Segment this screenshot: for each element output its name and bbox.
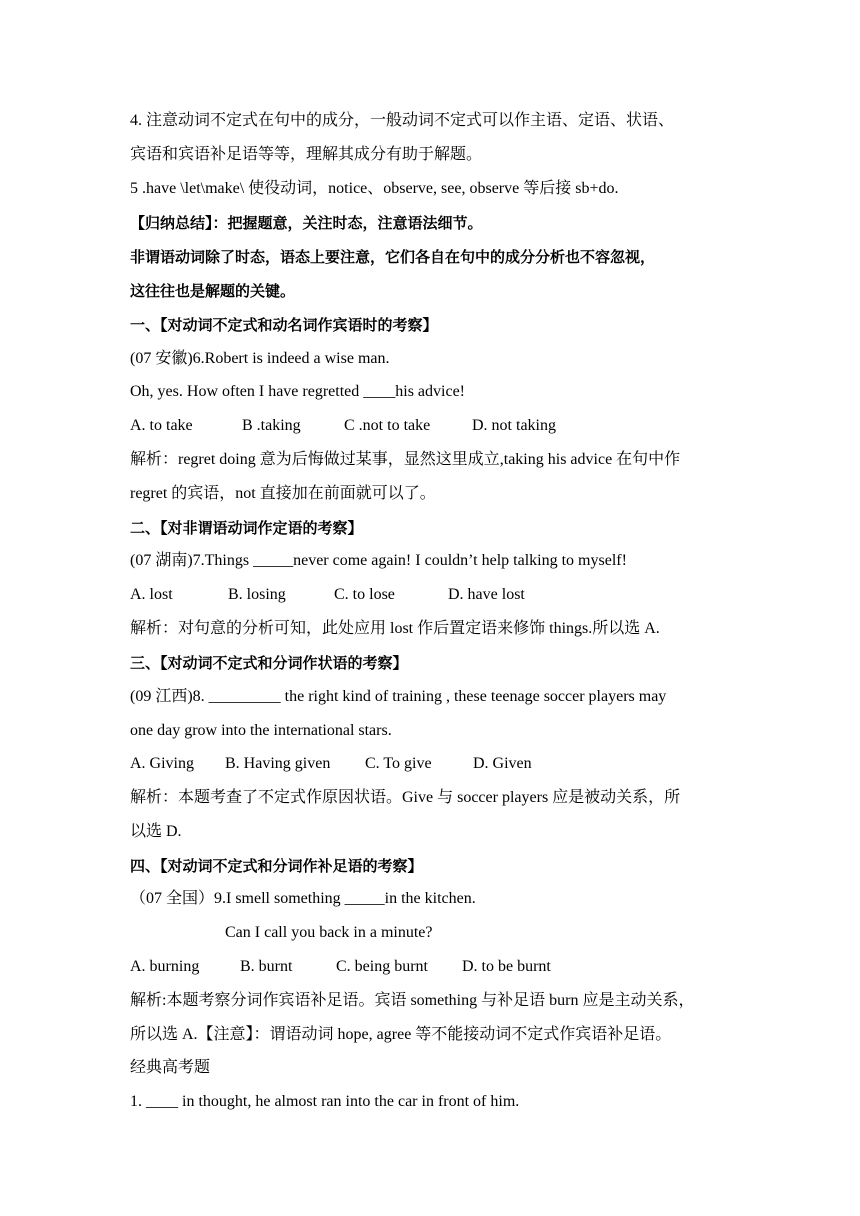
question-8-line-1: (09 江西)8. _________ the right kind of training , these teenage soccer players may <box>130 688 667 705</box>
question-8-options <box>130 753 750 775</box>
question-7-options <box>130 584 750 606</box>
nonfinite-note-line-1: 非谓语动词除了时态，语态上要注意，它们各自在句中的成分分析也不容忽视， <box>130 248 656 266</box>
point-5: 5 .have \let\make\ 使役动词，notice、observe, see, observe 等后接 sb+do. <box>130 180 619 197</box>
question-6-options <box>130 415 750 437</box>
option-b: B. burnt <box>240 958 293 975</box>
option-c: C. to lose <box>334 586 395 603</box>
option-d: D. have lost <box>448 586 525 603</box>
question-9: （07 全国）9.I smell something _____in the kitchen. <box>130 890 476 907</box>
analysis-8-line-2: 以选 D. <box>130 823 182 840</box>
analysis-6-line-1: 解析：regret doing 意为后悔做过某事，显然这里成立,taking his advice 在句中作 <box>130 451 681 468</box>
question-6-response: Oh, yes. How often I have regretted ____his advice! <box>130 383 465 400</box>
option-c: C. To give <box>365 755 432 772</box>
section-3-heading: 三、【对动词不定式和分词作状语的考察】 <box>130 654 408 672</box>
section-4-heading: 四、【对动词不定式和分词作补足语的考察】 <box>130 857 423 875</box>
section-2-heading: 二、【对非谓语动词作定语的考察】 <box>130 519 363 537</box>
analysis-9-line-1: 解析:本题考察分词作宾语补足语。宾语 something 与补足语 burn 应是主动关系， <box>130 992 695 1009</box>
option-a: A. Giving <box>130 755 194 772</box>
option-c: C. being burnt <box>336 958 428 975</box>
question-9-response: Can I call you back in a minute? <box>225 924 433 941</box>
option-a: A. burning <box>130 958 200 975</box>
analysis-6-line-2: regret 的宾语，not 直接加在前面就可以了。 <box>130 485 436 502</box>
analysis-7: 解析：对句意的分析可知，此处应用 lost 作后置定语来修饰 things.所以选 A. <box>130 620 660 637</box>
summary: 【归纳总结】：把握题意，关注时态，注意语法细节。 <box>130 214 483 232</box>
option-a: A. lost <box>130 586 173 603</box>
option-d: D. not taking <box>472 417 556 434</box>
analysis-8-line-1: 解析：本题考查了不定式作原因状语。Give 与 soccer players 应是被动关系，所 <box>130 789 681 806</box>
point-4-line-1: 4. 注意动词不定式在句中的成分，一般动词不定式可以作主语、定语、状语、 <box>130 112 675 129</box>
option-a: A. to take <box>130 417 193 434</box>
section-1-heading: 一、【对动词不定式和动名词作宾语时的考察】 <box>130 316 438 334</box>
question-7: (07 湖南)7.Things _____never come again! I couldn’t help talking to myself! <box>130 552 627 569</box>
option-b: B. Having given <box>225 755 331 772</box>
option-b: B .taking <box>242 417 301 434</box>
classic-questions-title: 经典高考题 <box>130 1059 211 1076</box>
analysis-9-line-2: 所以选 A.【注意】：谓语动词 hope, agree 等不能接动词不定式作宾语补足语。 <box>130 1026 672 1043</box>
point-4-line-2: 宾语和宾语补足语等等，理解其成分有助于解题。 <box>130 146 483 163</box>
question-8-line-2: one day grow into the international stars. <box>130 722 392 739</box>
option-c: C .not to take <box>344 417 431 434</box>
option-d: D. Given <box>473 755 532 772</box>
classic-question-1: 1. ____ in thought, he almost ran into the car in front of him. <box>130 1093 520 1110</box>
question-6: (07 安徽)6.Robert is indeed a wise man. <box>130 350 390 367</box>
option-b: B. losing <box>228 586 286 603</box>
nonfinite-note-line-2: 这往往也是解题的关键。 <box>130 282 296 300</box>
option-d: D. to be burnt <box>462 958 551 975</box>
question-9-options <box>130 956 750 978</box>
